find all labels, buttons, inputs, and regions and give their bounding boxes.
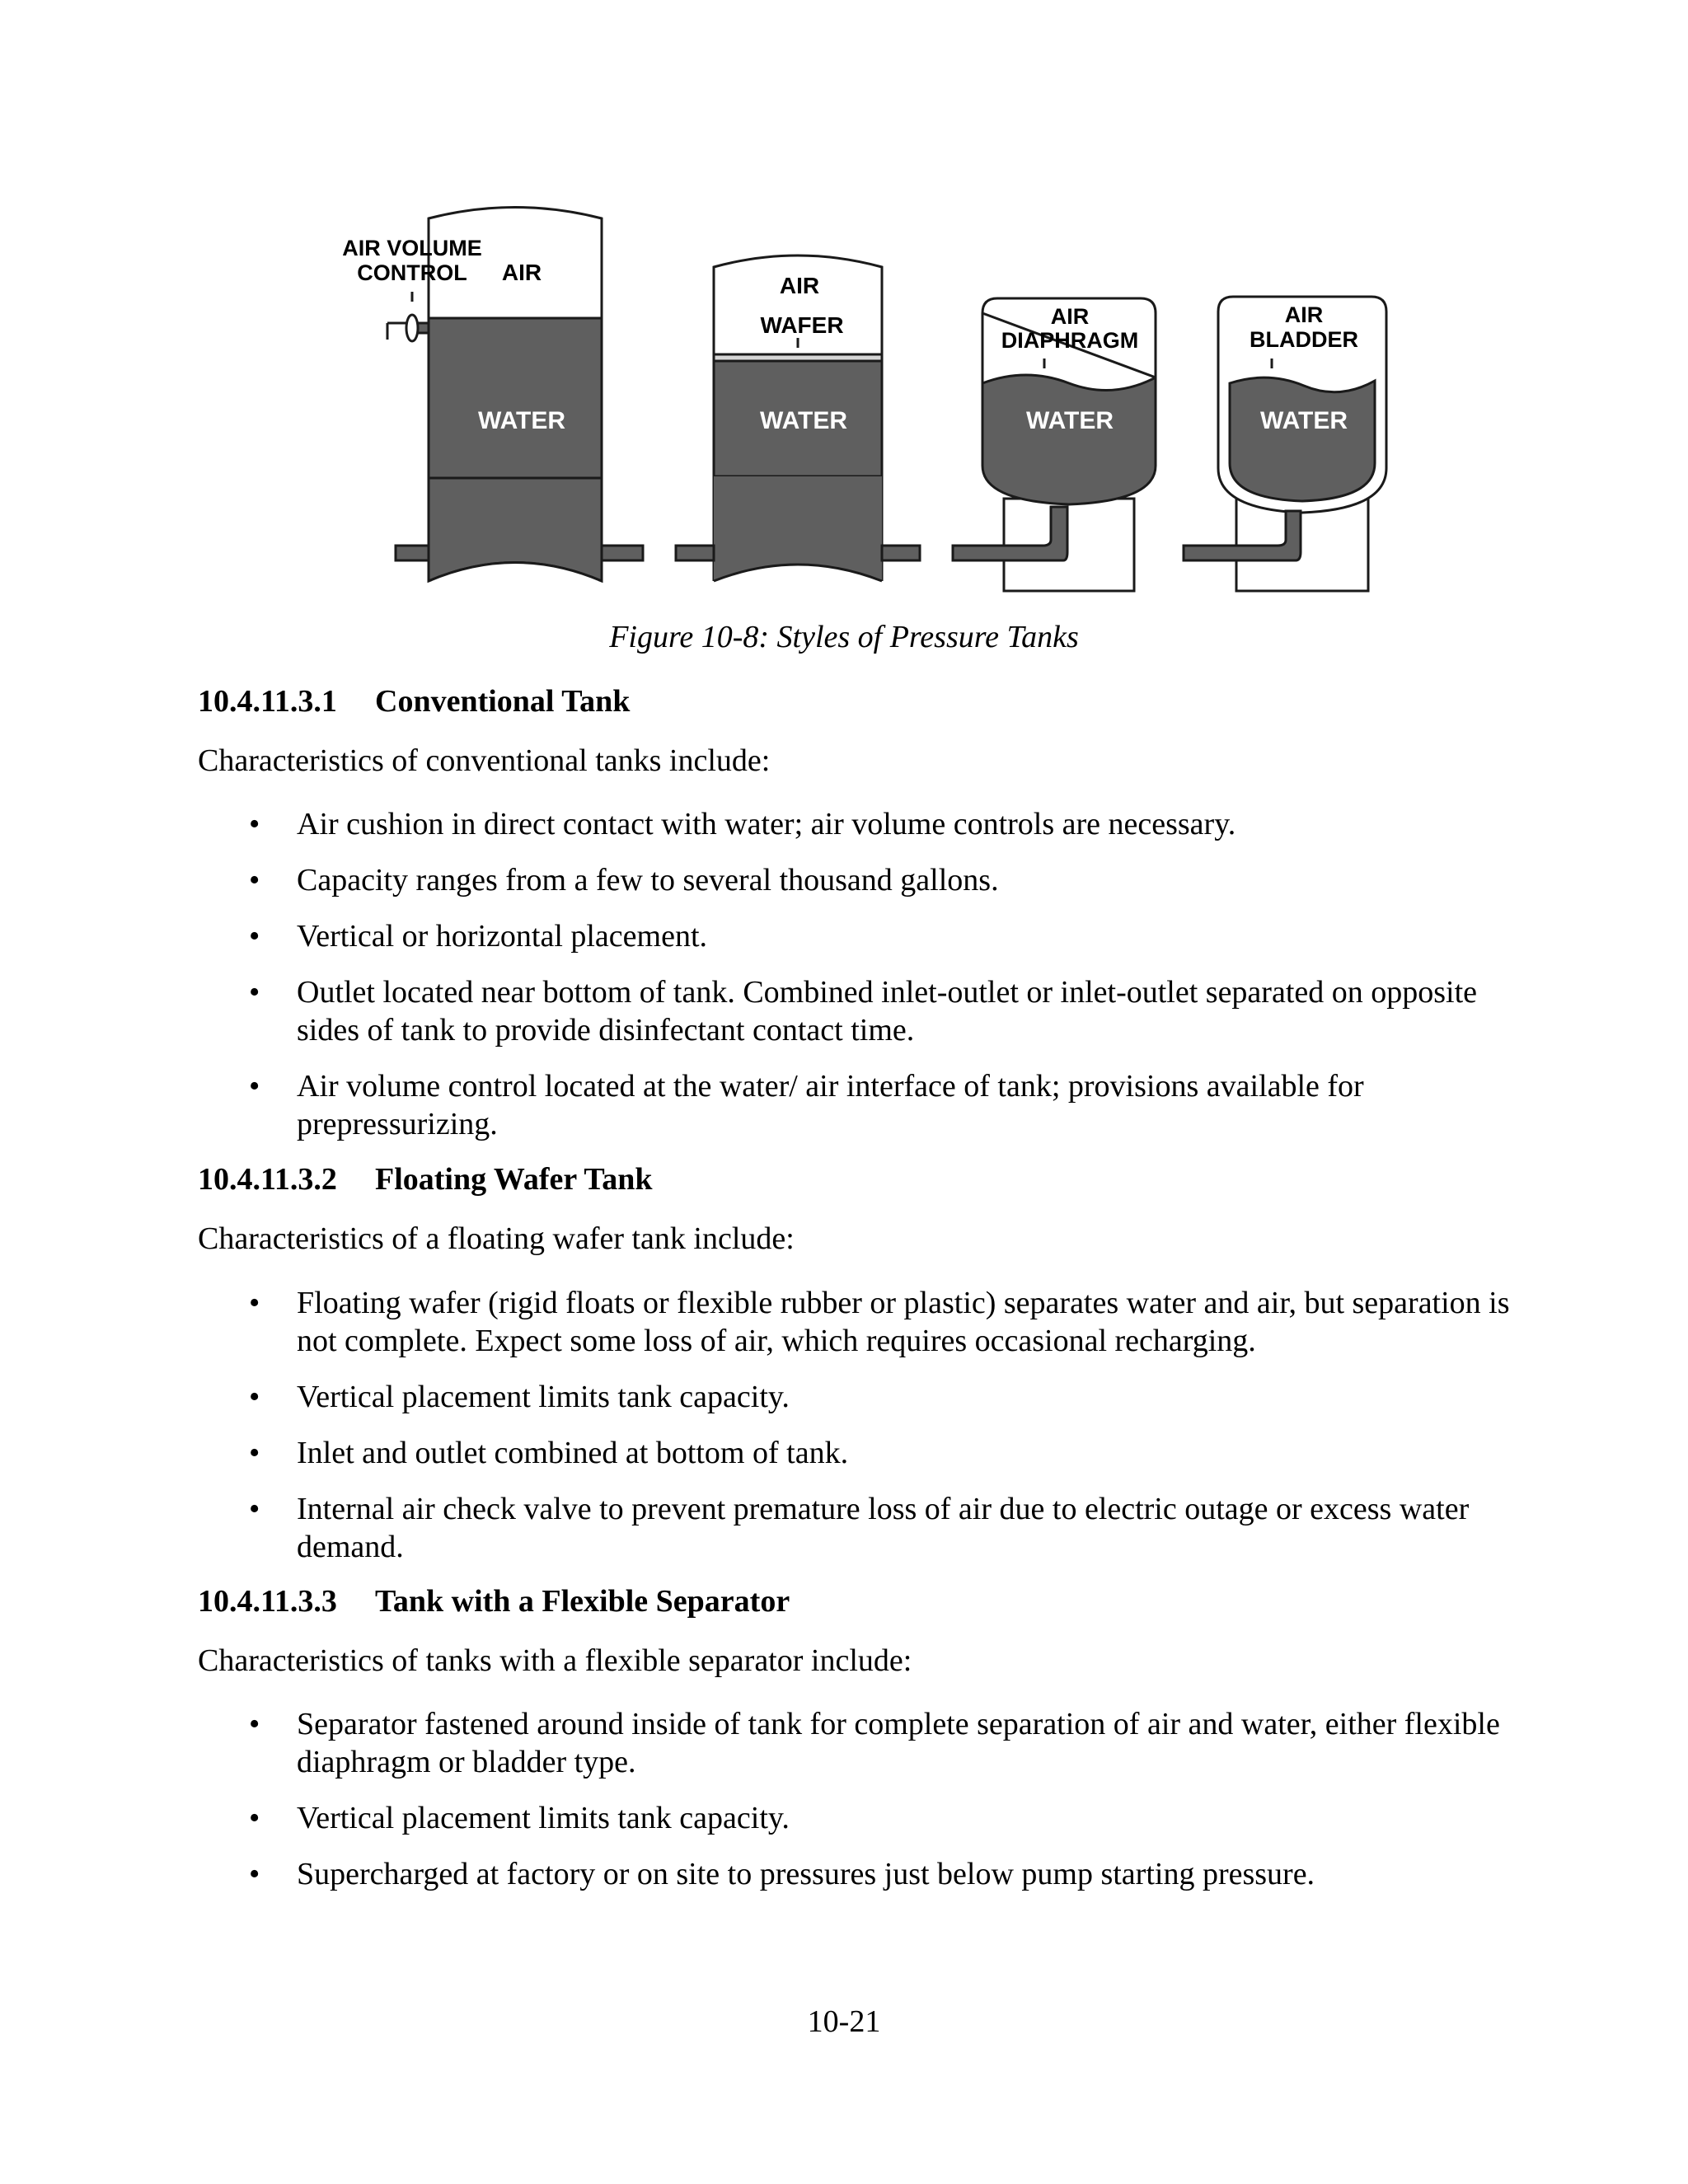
figure-caption: Figure 10-8: Styles of Pressure Tanks bbox=[609, 620, 1079, 654]
bullet-list-wafer bbox=[198, 1284, 1517, 1584]
section-title: Tank with a Flexible Separator bbox=[375, 1584, 790, 1619]
list-item: • Inlet and outlet combined at bottom of tank. bbox=[249, 1436, 849, 1470]
pressure-tanks-figure bbox=[264, 206, 1434, 602]
label-water-tank1: WATER bbox=[477, 407, 566, 434]
label-air-tank3: AIR bbox=[1050, 304, 1090, 329]
section-title: Floating Wafer Tank bbox=[375, 1162, 653, 1197]
label-bladder: BLADDER bbox=[1250, 327, 1358, 352]
list-item: • Vertical or horizontal placement. bbox=[249, 919, 708, 954]
list-item: • Vertical placement limits tank capacity. bbox=[249, 1801, 790, 1835]
section-number: 10.4.11.3.1 bbox=[198, 684, 337, 719]
list-item: • Outlet located near bottom of tank. Combined inlet-outlet or inlet-outlet separated on opposite sides of tank to provide disinfectant contact time. bbox=[249, 975, 1478, 1047]
list-item: • Capacity ranges from a few to several thousand gallons. bbox=[249, 863, 999, 898]
page-number: 10-21 bbox=[807, 2004, 881, 2039]
list-item: • Internal air check valve to prevent premature loss of air due to electric outage or excess water demand. bbox=[249, 1492, 1470, 1564]
section-heading-flexible bbox=[198, 1582, 790, 1620]
label-control: CONTROL bbox=[357, 260, 467, 285]
list-item: • Separator fastened around inside of tank for complete separation of air and water, either flexible diaphragm or bladder type. bbox=[249, 1707, 1500, 1779]
list-item: • Air cushion in direct contact with water; air volume controls are necessary. bbox=[249, 807, 1236, 841]
label-water-tank3: WATER bbox=[1025, 407, 1114, 434]
bullet-list-conventional bbox=[198, 805, 1517, 1161]
section-intro: Characteristics of tanks with a flexible separator include: bbox=[198, 1643, 912, 1678]
label-water-tank2: WATER bbox=[759, 407, 848, 434]
label-air-tank1: AIR bbox=[501, 260, 542, 285]
section-heading-wafer bbox=[198, 1160, 652, 1198]
label-air-tank2: AIR bbox=[779, 273, 820, 298]
bullet-list-flexible bbox=[198, 1705, 1517, 1911]
label-air-volume: AIR VOLUME bbox=[342, 236, 482, 260]
label-wafer: WAFER bbox=[760, 312, 844, 338]
pressure-tanks-diagram bbox=[264, 206, 1434, 602]
list-item: • Vertical placement limits tank capacity. bbox=[249, 1380, 790, 1414]
section-number: 10.4.11.3.3 bbox=[198, 1584, 337, 1619]
list-item: • Supercharged at factory or on site to pressures just below pump starting pressure. bbox=[249, 1857, 1315, 1891]
section-intro: Characteristics of a floating wafer tank include: bbox=[198, 1221, 795, 1256]
label-water-tank4: WATER bbox=[1259, 407, 1348, 434]
list-item: • Air volume control located at the water/ air interface of tank; provisions available for prepressurizing. bbox=[249, 1069, 1364, 1141]
section-heading-conventional bbox=[198, 682, 630, 720]
section-intro: Characteristics of conventional tanks include: bbox=[198, 743, 771, 778]
list-item: • Floating wafer (rigid floats or flexible rubber or plastic) separates water and air, but separation is not complete. Expect some loss of air, which requires occasional recharging. bbox=[249, 1286, 1510, 1358]
label-air-tank4: AIR bbox=[1284, 302, 1324, 327]
label-diaphragm: DIAPHRAGM bbox=[1001, 328, 1139, 353]
section-number: 10.4.11.3.2 bbox=[198, 1162, 337, 1197]
section-title: Conventional Tank bbox=[375, 684, 631, 719]
